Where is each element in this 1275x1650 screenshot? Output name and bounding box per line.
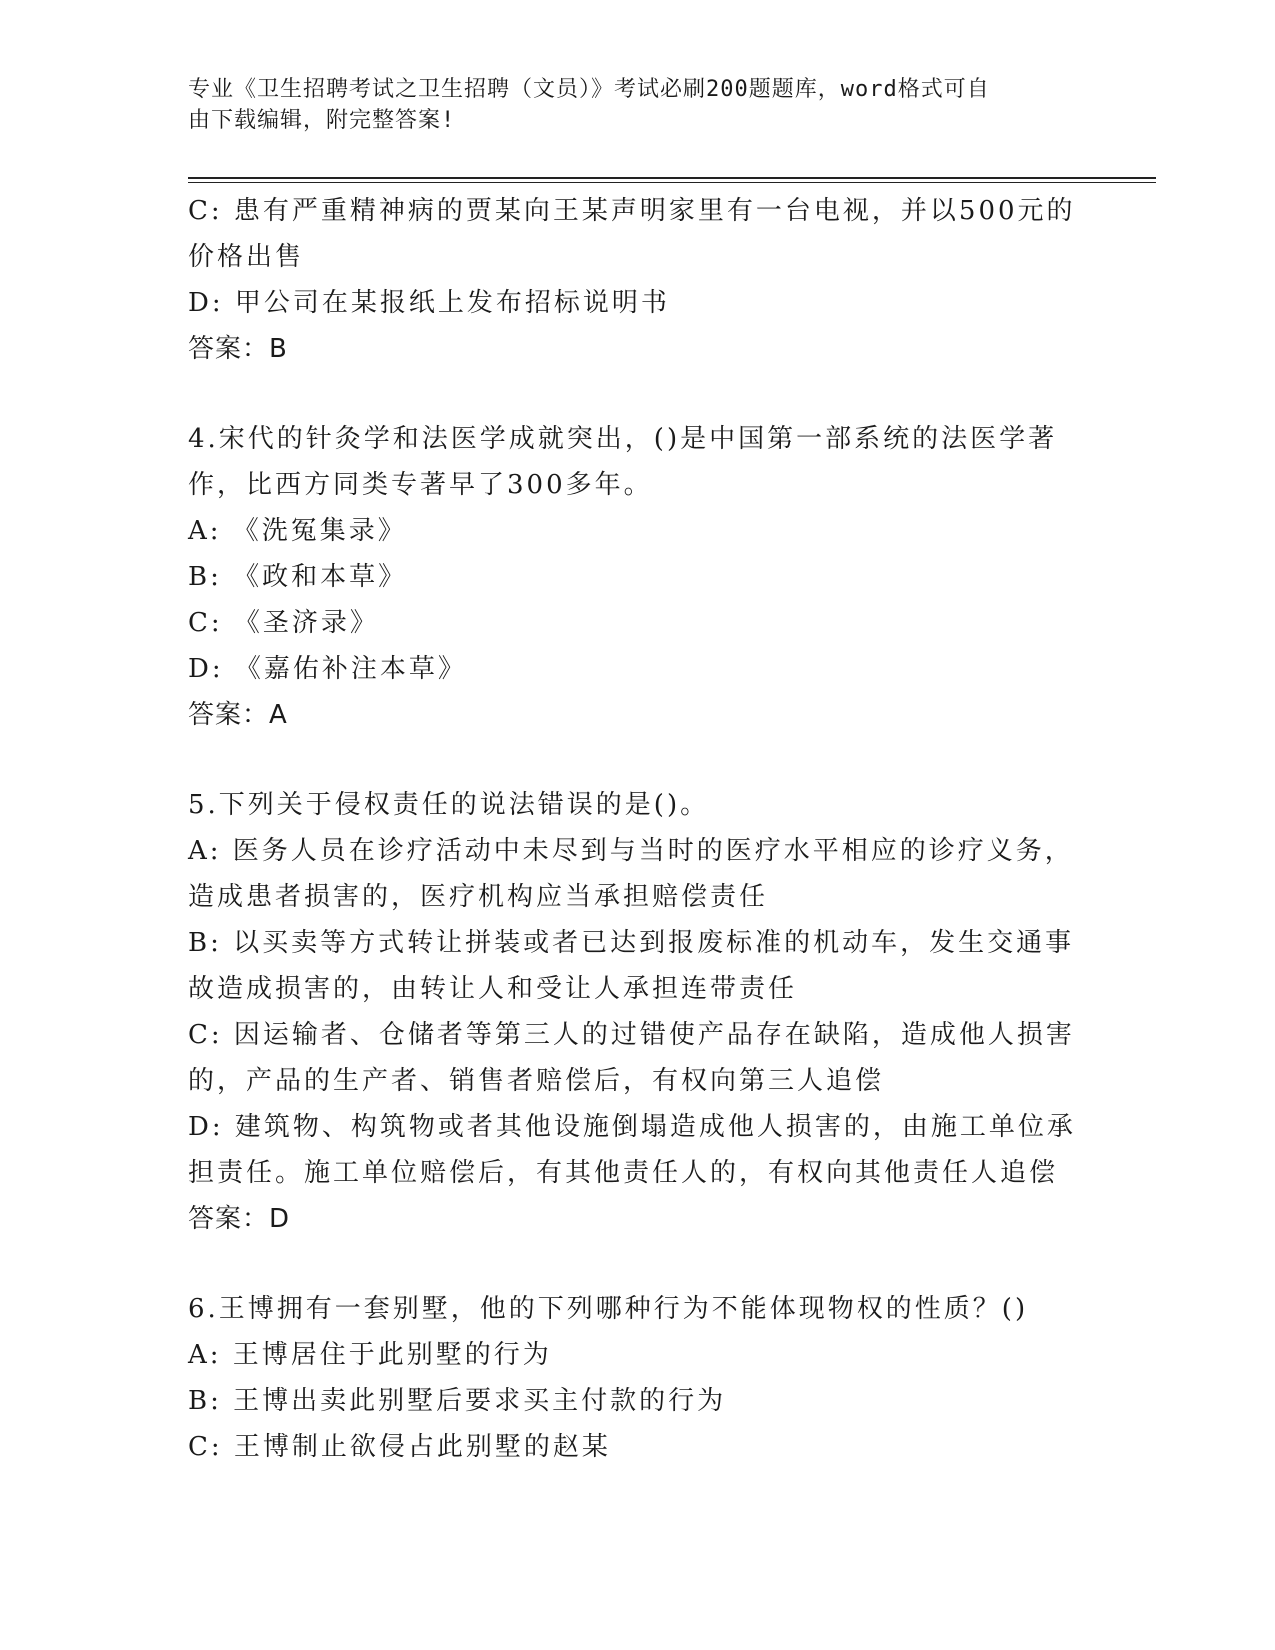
option-c-line-2: 价格出售 [188, 242, 305, 272]
option-a-line-1: A: 医务人员在诊疗活动中未尽到与当时的医疗水平相应的诊疗义务， [188, 836, 1074, 866]
option-d: D: 《嘉佑补注本草》 [188, 654, 467, 684]
option-a: A: 《洗冤集录》 [188, 516, 407, 546]
question-6 [188, 1286, 1088, 1470]
option-b: B: 王博出卖此别墅后要求买主付款的行为 [188, 1386, 727, 1416]
option-b-line-2: 故造成损害的，由转让人和受让人承担连带责任 [188, 974, 798, 1004]
header-line-2: 由下载编辑，附完整答案! [188, 108, 456, 133]
option-a: A: 王博居住于此别墅的行为 [188, 1340, 552, 1370]
option-c: C: 《圣济录》 [188, 608, 379, 638]
header-divider-thick [188, 177, 1156, 179]
option-c-line-1: C: 因运输者、仓储者等第三人的过错使产品存在缺陷，造成他人损害 [188, 1020, 1075, 1050]
question-5 [188, 782, 1088, 1242]
option-d: D: 甲公司在某报纸上发布招标说明书 [188, 288, 670, 318]
answer: 答案：B [188, 334, 288, 364]
answer: 答案：A [188, 700, 288, 730]
option-a-line-2: 造成患者损害的，医疗机构应当承担赔偿责任 [188, 882, 769, 912]
option-b: B: 《政和本草》 [188, 562, 408, 592]
option-d-line-1: D: 建筑物、构筑物或者其他设施倒塌造成他人损害的，由施工单位承 [188, 1112, 1076, 1142]
option-d-line-2: 担责任。施工单位赔偿后，有其他责任人的，有权向其他责任人追偿 [188, 1158, 1059, 1188]
spacer [188, 1242, 1088, 1286]
option-b-line-1: B: 以买卖等方式转让拼装或者已达到报废标准的机动车，发生交通事 [188, 928, 1075, 958]
spacer [188, 738, 1088, 782]
answer: 答案：D [188, 1204, 291, 1234]
question-stem-line-2: 作，比西方同类专著早了300多年。 [188, 470, 653, 500]
question-stem: 5.下列关于侵权责任的说法错误的是()。 [188, 790, 710, 820]
question-3-tail [188, 188, 1088, 372]
spacer [188, 372, 1088, 416]
question-stem-line-1: 4.宋代的针灸学和法医学成就突出，()是中国第一部系统的法医学著 [188, 424, 1058, 454]
header-divider-thin [188, 182, 1156, 183]
option-c-line-2: 的，产品的生产者、销售者赔偿后，有权向第三人追偿 [188, 1066, 885, 1096]
question-4 [188, 416, 1088, 738]
document-header [188, 74, 1068, 136]
option-c-line-1: C: 患有严重精神病的贾某向王某声明家里有一台电视，并以500元的 [188, 196, 1076, 226]
question-list [188, 188, 1088, 1470]
header-line-1: 专业《卫生招聘考试之卫生招聘（文员）》考试必刷200题题库，word格式可自 [188, 77, 990, 102]
option-c: C: 王博制止欲侵占此别墅的赵某 [188, 1432, 611, 1462]
question-stem: 6.王博拥有一套别墅，他的下列哪种行为不能体现物权的性质？() [188, 1294, 1029, 1324]
